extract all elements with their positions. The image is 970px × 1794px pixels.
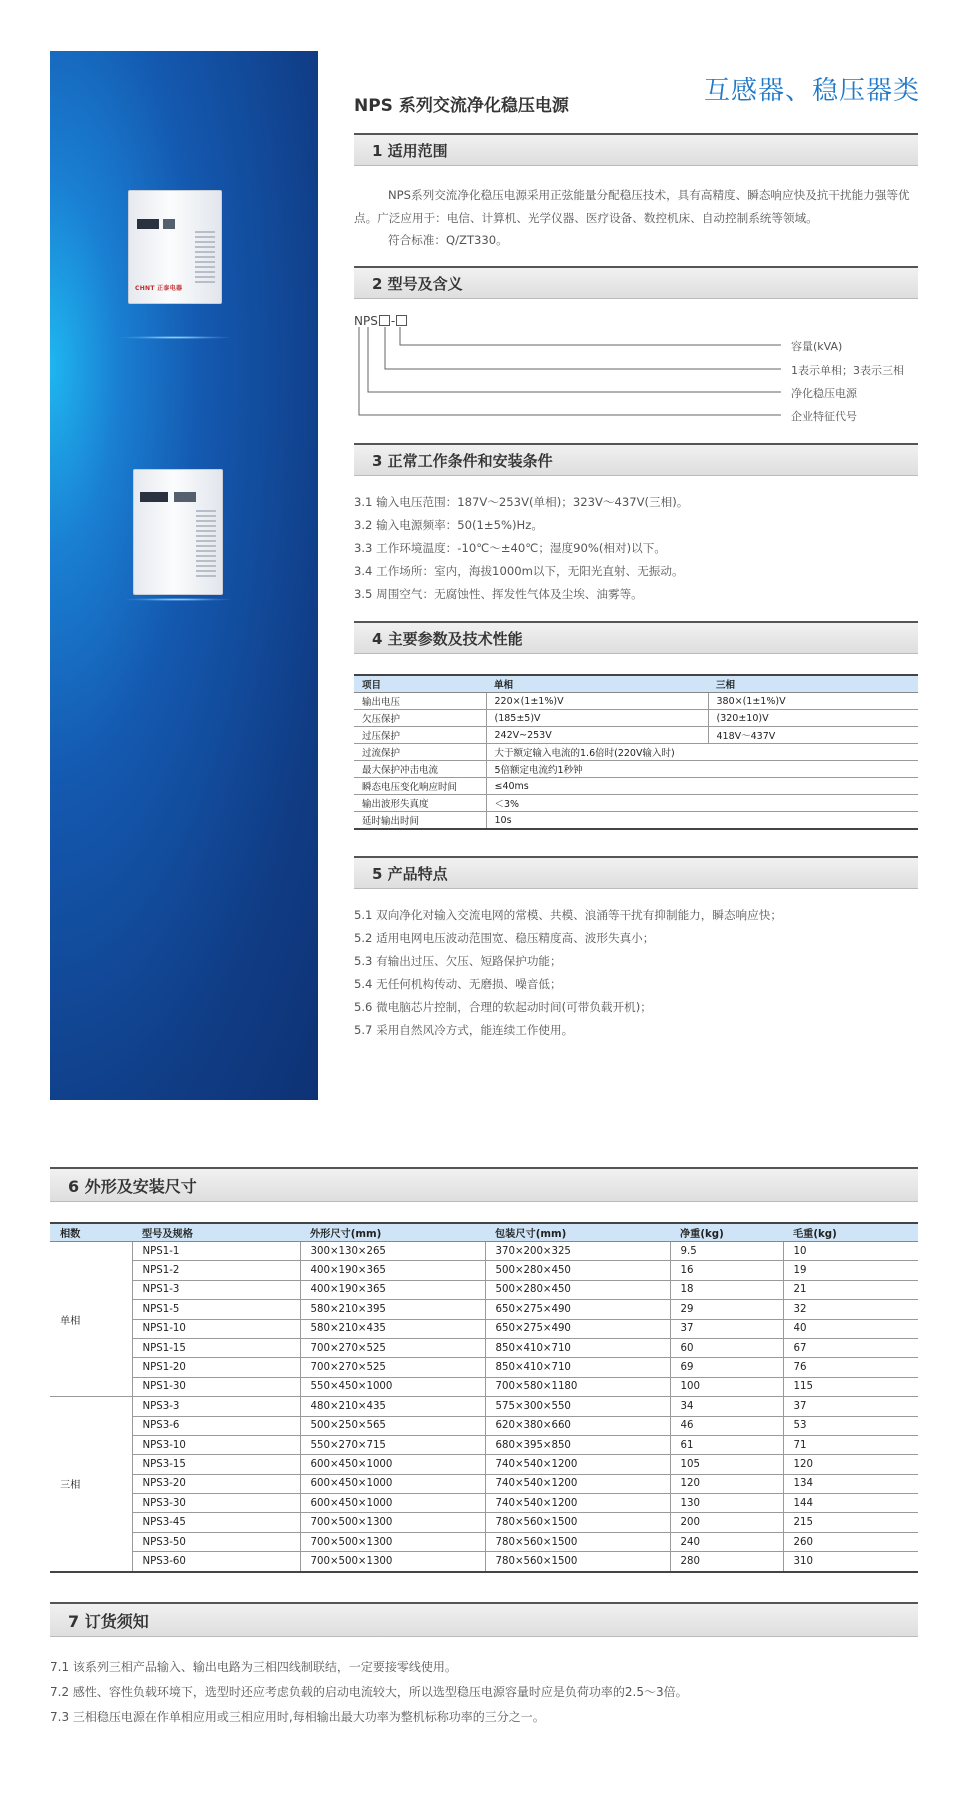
brand-logo: CHNT 正泰电器	[135, 285, 183, 292]
dim-cell: 67	[783, 1338, 918, 1357]
spec-cell: ≤40ms	[486, 778, 918, 795]
dim-cell: 19	[783, 1261, 918, 1280]
dim-cell: 850×410×710	[485, 1338, 670, 1357]
dim-cell: 400×190×365	[300, 1261, 485, 1280]
spec-cell: 最大保护冲击电流	[354, 761, 486, 778]
dim-cell: 10	[783, 1242, 918, 1261]
section-header-1	[354, 133, 918, 166]
dim-cell: 500×280×450	[485, 1280, 670, 1299]
spec-cell: ＜3%	[486, 795, 918, 812]
dim-cell: 16	[670, 1261, 783, 1280]
section-header-3	[354, 443, 918, 476]
table-row	[50, 1494, 918, 1513]
dim-header-cell: 型号及规格	[132, 1223, 300, 1242]
table-row	[50, 1513, 918, 1532]
section-header-2	[354, 266, 918, 299]
dim-cell: 700×500×1300	[300, 1513, 485, 1532]
spec-row	[354, 778, 918, 795]
dim-cell: NPS1-20	[132, 1358, 300, 1377]
display-panel-2	[163, 219, 175, 229]
spec-row	[354, 710, 918, 727]
dim-cell: 650×275×490	[485, 1319, 670, 1338]
condition-line: 3.4 工作场所：室内，海拔1000m以下，无阳光直射、无振动。	[354, 564, 684, 578]
dim-cell: 105	[670, 1455, 783, 1474]
section-title: 4 主要参数及技术性能	[372, 630, 523, 648]
dim-cell: NPS3-6	[132, 1416, 300, 1435]
dim-cell: 61	[670, 1435, 783, 1454]
spec-cell: 380×(1±1%)V	[708, 693, 918, 710]
document-title: NPS 系列交流净化稳压电源	[354, 96, 569, 116]
dim-cell: 144	[783, 1494, 918, 1513]
dim-cell: NPS3-50	[132, 1532, 300, 1551]
feature-line: 5.7 采用自然风冷方式，能连续工作使用。	[354, 1023, 574, 1037]
legend-company-code: 企业特征代号	[791, 410, 857, 423]
condition-line: 3.1 输入电压范围：187V～253V(单相)；323V～437V(三相)。	[354, 495, 689, 509]
dim-cell: 46	[670, 1416, 783, 1435]
spec-cell: 5倍额定电流约1秒钟	[486, 761, 918, 778]
dim-cell: 300×130×265	[300, 1242, 485, 1261]
dim-cell: 32	[783, 1300, 918, 1319]
section1-standard: 符合标准：Q/ZT330。	[388, 233, 508, 247]
spec-table-header	[354, 675, 918, 693]
product-image-three-phase	[133, 469, 223, 595]
dim-cell: 600×450×1000	[300, 1494, 485, 1513]
dim-cell: 9.5	[670, 1242, 783, 1261]
dim-cell: 71	[783, 1435, 918, 1454]
spec-table	[354, 674, 918, 830]
spec-cell: 延时输出时间	[354, 812, 486, 830]
dim-cell: NPS1-30	[132, 1377, 300, 1396]
dim-cell: 37	[670, 1319, 783, 1338]
section-header-4	[354, 621, 918, 654]
order-note-line: 7.1 该系列三相产品输入、输出电路为三相四线制联结，一定要接零线使用。	[50, 1660, 457, 1674]
dim-header-cell: 净重(kg)	[670, 1223, 783, 1242]
dimension-table-header	[50, 1223, 918, 1242]
model-code-lines	[354, 314, 784, 424]
dim-cell: 700×270×525	[300, 1358, 485, 1377]
section-header-6	[50, 1167, 918, 1202]
section-title: 3 正常工作条件和安装条件	[372, 452, 553, 470]
dim-cell: 550×270×715	[300, 1435, 485, 1454]
spec-cell: 瞬态电压变化响应时间	[354, 778, 486, 795]
dim-cell: 740×540×1200	[485, 1455, 670, 1474]
spec-cell: 欠压保护	[354, 710, 486, 727]
section1-paragraph: NPS系列交流净化稳压电源采用正弦能量分配稳压技术，具有高精度、瞬态响应快及抗干扰能力强等优点。广泛应用于：电信、计算机、光学仪器、医疗设备、数控机床、自动控制系统等领域。	[354, 188, 910, 225]
dim-cell: 200	[670, 1513, 783, 1532]
spec-cell: (320±10)V	[708, 710, 918, 727]
dim-cell: 34	[670, 1397, 783, 1416]
spec-row	[354, 744, 918, 761]
feature-line: 5.2 适用电网电压波动范围宽、稳压精度高、波形失真小；	[354, 931, 655, 945]
dim-cell: 650×275×490	[485, 1300, 670, 1319]
display-panel-2	[174, 492, 196, 502]
section-header-7	[50, 1602, 918, 1637]
dim-cell: 53	[783, 1416, 918, 1435]
spec-cell: 10s	[486, 812, 918, 830]
table-row	[50, 1242, 918, 1261]
dim-cell: 370×200×325	[485, 1242, 670, 1261]
dim-cell: 40	[783, 1319, 918, 1338]
condition-line: 3.3 工作环境温度：-10℃～±40℃；湿度90%(相对)以下。	[354, 541, 666, 555]
dim-cell: 680×395×850	[485, 1435, 670, 1454]
feature-line: 5.1 双向净化对输入交流电网的常模、共模、浪涌等干扰有抑制能力，瞬态响应快；	[354, 908, 782, 922]
table-row	[50, 1416, 918, 1435]
spec-header-cell: 项目	[354, 675, 486, 693]
dim-cell: 130	[670, 1494, 783, 1513]
spec-cell: 输出波形失真度	[354, 795, 486, 812]
dim-cell: 60	[670, 1338, 783, 1357]
dim-cell: 850×410×710	[485, 1358, 670, 1377]
dim-cell: NPS3-15	[132, 1455, 300, 1474]
spec-row	[354, 693, 918, 710]
dim-cell: 780×560×1500	[485, 1532, 670, 1551]
dim-cell: 780×560×1500	[485, 1513, 670, 1532]
dim-cell: NPS3-30	[132, 1494, 300, 1513]
feature-line: 5.6 微电脑芯片控制，合理的软起动时间(可带负载开机)；	[354, 1000, 652, 1014]
table-row	[50, 1455, 918, 1474]
spec-cell: 418V～437V	[708, 727, 918, 744]
dim-cell: 500×280×450	[485, 1261, 670, 1280]
dim-cell: NPS1-2	[132, 1261, 300, 1280]
legend-capacity: 容量(kVA)	[791, 340, 843, 353]
spec-cell: 大于额定输入电流的1.6倍时(220V输入时)	[486, 744, 918, 761]
dim-cell: 37	[783, 1397, 918, 1416]
dim-cell: NPS1-1	[132, 1242, 300, 1261]
dim-header-cell: 毛重(kg)	[783, 1223, 918, 1242]
spec-row	[354, 812, 918, 830]
dim-cell: NPS3-20	[132, 1474, 300, 1493]
table-row	[50, 1300, 918, 1319]
table-row	[50, 1474, 918, 1493]
dim-header-cell: 包装尺寸(mm)	[485, 1223, 670, 1242]
display-panel	[137, 219, 159, 229]
dim-cell: 700×270×525	[300, 1338, 485, 1357]
dim-cell: NPS1-5	[132, 1300, 300, 1319]
phase-cell: 单相	[50, 1242, 132, 1397]
dim-cell: 260	[783, 1532, 918, 1551]
table-row	[50, 1397, 918, 1416]
table-row	[50, 1280, 918, 1299]
table-row	[50, 1532, 918, 1551]
dim-cell: 76	[783, 1358, 918, 1377]
dim-cell: 120	[670, 1474, 783, 1493]
dim-cell: NPS1-3	[132, 1280, 300, 1299]
dim-cell: 600×450×1000	[300, 1474, 485, 1493]
feature-line: 5.4 无任何机构传动、无磨损、噪音低；	[354, 977, 562, 991]
section-title: 5 产品特点	[372, 865, 448, 883]
dim-cell: 120	[783, 1455, 918, 1474]
spec-cell: (185±5)V	[486, 710, 708, 727]
section-header-5	[354, 856, 918, 889]
dim-cell: 620×380×660	[485, 1416, 670, 1435]
dim-cell: 740×540×1200	[485, 1494, 670, 1513]
spec-row	[354, 795, 918, 812]
dim-cell: 400×190×365	[300, 1280, 485, 1299]
spec-row	[354, 761, 918, 778]
dim-header-cell: 相数	[50, 1223, 132, 1242]
table-row	[50, 1261, 918, 1280]
model-code-diagram	[354, 314, 918, 424]
section-title: 6 外形及安装尺寸	[68, 1177, 197, 1196]
legend-product-type: 净化稳压电源	[791, 387, 857, 400]
condition-line: 3.2 输入电源频率：50(1±5%)Hz。	[354, 518, 543, 532]
dim-cell: NPS3-45	[132, 1513, 300, 1532]
dim-cell: 115	[783, 1377, 918, 1396]
dim-cell: 240	[670, 1532, 783, 1551]
dim-cell: 29	[670, 1300, 783, 1319]
dimension-table	[50, 1222, 918, 1573]
spec-cell: 220×(1±1%)V	[486, 693, 708, 710]
product-image-single-phase	[128, 190, 222, 304]
phase-cell: 三相	[50, 1397, 132, 1572]
spec-header-cell: 三相	[708, 675, 918, 693]
table-row	[50, 1319, 918, 1338]
display-panel	[140, 492, 168, 502]
legend-phase: 1表示单相；3表示三相	[791, 364, 904, 377]
section-title: 1 适用范围	[372, 142, 448, 160]
dim-cell: 575×300×550	[485, 1397, 670, 1416]
floor-glow	[120, 336, 230, 339]
dim-cell: 69	[670, 1358, 783, 1377]
dim-cell: 310	[783, 1552, 918, 1572]
spec-cell: 过压保护	[354, 727, 486, 744]
dim-cell: 600×450×1000	[300, 1455, 485, 1474]
model-code-text: NPS -	[354, 314, 407, 328]
table-row	[50, 1552, 918, 1572]
dim-cell: 215	[783, 1513, 918, 1532]
dim-cell: 580×210×395	[300, 1300, 485, 1319]
dim-cell: NPS3-60	[132, 1552, 300, 1572]
section-title: 2 型号及含义	[372, 275, 463, 293]
condition-line: 3.5 周围空气：无腐蚀性、挥发性气体及尘埃、油雾等。	[354, 587, 643, 601]
dim-cell: 700×500×1300	[300, 1532, 485, 1551]
spec-cell: 过流保护	[354, 744, 486, 761]
dim-cell: 480×210×435	[300, 1397, 485, 1416]
dim-cell: 580×210×435	[300, 1319, 485, 1338]
dim-cell: NPS3-3	[132, 1397, 300, 1416]
dim-cell: 280	[670, 1552, 783, 1572]
vent-grille	[195, 231, 215, 286]
dim-cell: NPS1-15	[132, 1338, 300, 1357]
order-note-line: 7.3 三相稳压电源在作单相应用或三相应用时,每相输出最大功率为整机标称功率的三分之一。	[50, 1710, 545, 1724]
dim-cell: NPS3-10	[132, 1435, 300, 1454]
feature-line: 5.3 有输出过压、欠压、短路保护功能；	[354, 954, 562, 968]
spec-cell: 输出电压	[354, 693, 486, 710]
floor-glow	[126, 598, 230, 601]
category-title: 互感器、稳压器类	[703, 76, 920, 106]
spec-header-cell: 单相	[486, 675, 708, 693]
dim-cell: 134	[783, 1474, 918, 1493]
dim-cell: 18	[670, 1280, 783, 1299]
dim-cell: 700×580×1180	[485, 1377, 670, 1396]
dim-cell: 550×450×1000	[300, 1377, 485, 1396]
order-note-line: 7.2 感性、容性负载环境下，选型时还应考虑负载的启动电流较大，所以选型稳压电源容量时应是负荷功率的2.5～3倍。	[50, 1685, 688, 1699]
table-row	[50, 1358, 918, 1377]
spec-cell: 242V~253V	[486, 727, 708, 744]
spec-row	[354, 727, 918, 744]
dim-cell: 780×560×1500	[485, 1552, 670, 1572]
table-row	[50, 1338, 918, 1357]
table-row	[50, 1435, 918, 1454]
vent-grille	[196, 510, 216, 580]
dim-cell: 500×250×565	[300, 1416, 485, 1435]
dim-cell: 740×540×1200	[485, 1474, 670, 1493]
section-title: 7 订货须知	[68, 1612, 149, 1631]
dim-header-cell: 外形尺寸(mm)	[300, 1223, 485, 1242]
table-row	[50, 1377, 918, 1396]
dim-cell: NPS1-10	[132, 1319, 300, 1338]
dim-cell: 21	[783, 1280, 918, 1299]
dim-cell: 100	[670, 1377, 783, 1396]
dim-cell: 700×500×1300	[300, 1552, 485, 1572]
